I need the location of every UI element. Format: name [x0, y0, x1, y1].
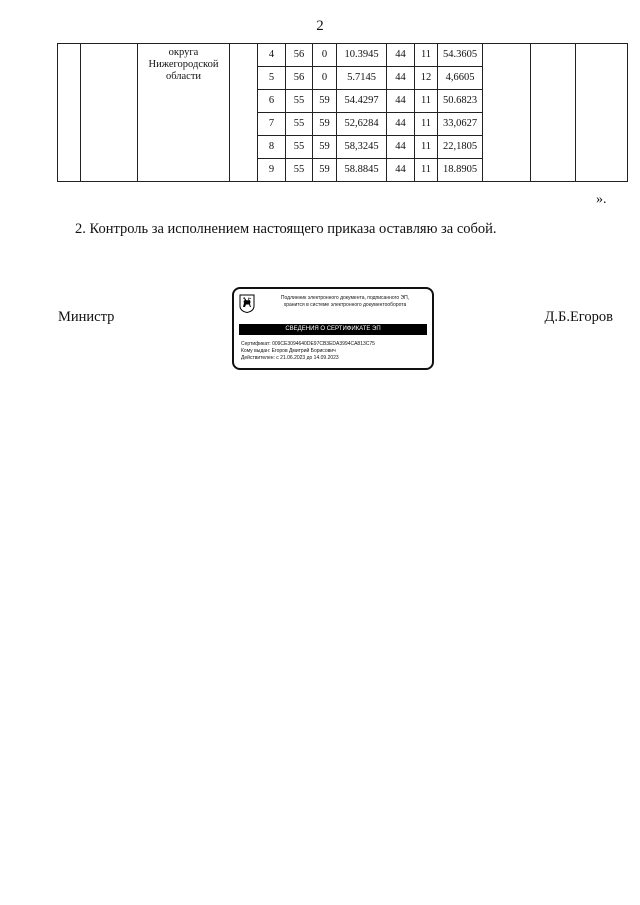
stamp-header-line: хранится в системе электронного документооборота — [283, 302, 407, 308]
lon-seconds: 18.8905 — [438, 159, 483, 182]
point-number: 4 — [258, 44, 286, 67]
lat-degrees: 55 — [286, 136, 313, 159]
point-number: 5 — [258, 67, 286, 90]
lat-minutes: 0 — [313, 44, 337, 67]
point-number: 6 — [258, 90, 286, 113]
certificate-owner: Кому выдан: Егоров Дмитрий Борисович — [241, 348, 336, 354]
lat-seconds: 5.7145 — [337, 67, 387, 90]
table-cell-empty — [81, 44, 138, 182]
table-cell-empty — [58, 44, 81, 182]
lat-minutes: 0 — [313, 67, 337, 90]
lon-seconds: 50.6823 — [438, 90, 483, 113]
lon-minutes: 11 — [415, 44, 438, 67]
lat-degrees: 55 — [286, 90, 313, 113]
certificate-number: Сертификат: 009CE3094640DE97CB3EDA3994CA813C75 — [241, 341, 375, 347]
lat-degrees: 56 — [286, 67, 313, 90]
electronic-signature-stamp — [232, 287, 434, 370]
point-number: 9 — [258, 159, 286, 182]
lon-degrees: 44 — [387, 159, 415, 182]
region-line: области — [165, 71, 202, 82]
signatory-name: Д.Б.Егоров — [544, 309, 613, 325]
signatory-position: Министр — [58, 309, 115, 325]
lon-minutes: 11 — [415, 136, 438, 159]
lon-degrees: 44 — [387, 136, 415, 159]
lat-seconds: 10.3945 — [337, 44, 387, 67]
lat-seconds: 54.4297 — [337, 90, 387, 113]
point-number: 7 — [258, 113, 286, 136]
table-cell-empty — [576, 44, 628, 182]
lat-minutes: 59 — [313, 159, 337, 182]
paragraph-2: 2. Контроль за исполнением настоящего приказа оставляю за собой. — [75, 221, 497, 237]
table-cell-empty — [230, 44, 258, 182]
lon-seconds: 54.3605 — [438, 44, 483, 67]
lon-degrees: 44 — [387, 90, 415, 113]
page-number: 2 — [316, 18, 324, 34]
deer-emblem-icon — [239, 294, 255, 313]
stamp-title: СВЕДЕНИЯ О СЕРТИФИКАТЕ ЭП — [239, 324, 427, 335]
stamp-header — [260, 295, 430, 309]
certificate-validity: Действителен: с 21.06.2023 до 14.09.2023 — [241, 355, 339, 361]
lon-seconds: 22,1805 — [438, 136, 483, 159]
lon-degrees: 44 — [387, 113, 415, 136]
lat-degrees: 56 — [286, 44, 313, 67]
lat-minutes: 59 — [313, 90, 337, 113]
lon-minutes: 12 — [415, 67, 438, 90]
lat-seconds: 58.8845 — [337, 159, 387, 182]
lon-minutes: 11 — [415, 159, 438, 182]
region-cell — [138, 44, 230, 182]
coordinates-table — [57, 43, 628, 182]
table-cell-empty — [531, 44, 576, 182]
lat-seconds: 52,6284 — [337, 113, 387, 136]
closing-quote: ». — [596, 192, 607, 207]
lon-degrees: 44 — [387, 67, 415, 90]
lon-degrees: 44 — [387, 44, 415, 67]
lon-seconds: 33,0627 — [438, 113, 483, 136]
region-line: округа — [168, 47, 199, 58]
lon-minutes: 11 — [415, 113, 438, 136]
table-cell-empty — [483, 44, 531, 182]
stamp-header-line: Подлинник электронного документа, подписанного ЭП, — [280, 295, 410, 301]
lat-minutes: 59 — [313, 113, 337, 136]
point-number: 8 — [258, 136, 286, 159]
region-line: Нижегородской — [148, 59, 219, 70]
lat-degrees: 55 — [286, 159, 313, 182]
table-row — [58, 44, 628, 67]
lon-seconds: 4,6605 — [438, 67, 483, 90]
lat-minutes: 59 — [313, 136, 337, 159]
stamp-details — [241, 341, 375, 362]
lat-seconds: 58,3245 — [337, 136, 387, 159]
lon-minutes: 11 — [415, 90, 438, 113]
lat-degrees: 55 — [286, 113, 313, 136]
